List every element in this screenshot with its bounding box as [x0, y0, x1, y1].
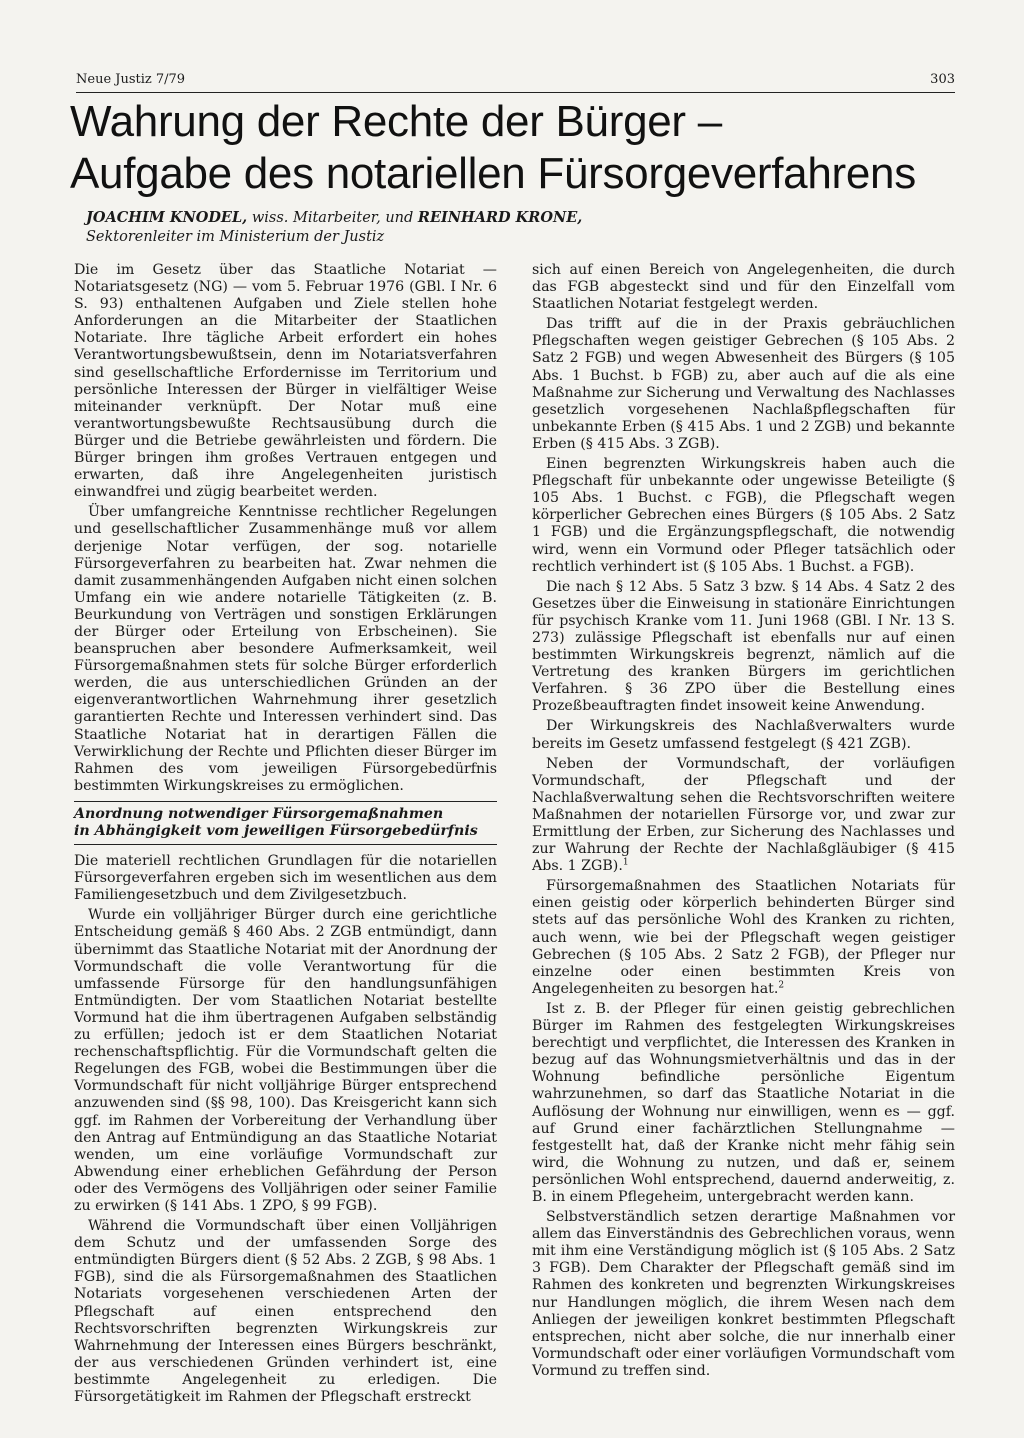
right-column [532, 262, 955, 1383]
footnote-marker[interactable]: 2 [778, 980, 785, 991]
paragraph: Der Wirkungskreis des Nachlaßverwalters wurde bereits im Gesetz umfassend festgelegt (§ 421 ZGB). [532, 718, 955, 752]
footnote-marker[interactable]: 1 [622, 857, 629, 868]
author-2: REINHARD KRONE, [417, 209, 583, 226]
left-column [74, 262, 497, 1409]
article-title [70, 96, 960, 200]
subheading-line-2: in Abhängigkeit vom jeweiligen Fürsorgebedürfnis [74, 823, 478, 839]
paragraph: Die materiell rechtlichen Grundlagen für die notariellen Fürsorgeverfahren ergeben sich im wesentlichen aus dem Familiengesetzbuch und dem Zivilgesetzbuch. [74, 853, 497, 904]
subheading-line-1: Anordnung notwendiger Fürsorgemaßnahmen [74, 805, 444, 822]
paragraph: Die nach § 12 Abs. 5 Satz 3 bzw. § 14 Abs. 4 Satz 2 des Gesetzes über die Einweisung in stationäre Einrichtungen für psychisch Kranke vom 11. Juni 1968 (GBl. I Nr. 13 S. 273) zulässige Pflegschaft ist ebenfalls nur auf einen bestimmten Wirkungskreis begrenzt, nämlich auf die Vertretung des kranken Bürgers im gerichtlichen Verfahren. § 36 ZPO über die Bestellung eines Prozeßbeauftragten findet insoweit keine Anwendung. [532, 578, 955, 715]
authors-line-1 [86, 208, 886, 228]
authors-line-2: Sektorenleiter im Ministerium der Justiz [86, 229, 385, 245]
paragraph: sich auf einen Bereich von Angelegenheiten, die durch das FGB abgesteckt sind und für den Einzelfall vom Staatlichen Notariat festgelegt werden. [532, 262, 955, 313]
paragraph-with-footnote [532, 878, 955, 998]
author-1: JOACHIM KNODEL, [86, 209, 248, 226]
paragraph: Über umfangreiche Kenntnisse rechtlicher Regelungen und gesellschaftlicher Zusammenhänge muß vor allem derjenige Notar verfügen, der sog. notarielle Fürsorgeverfahren zu bearbeiten hat. Zwar nehmen die damit zusammenhängenden Aufgaben nicht einen solchen Umfang ein wie andere notarielle Tätigkeiten (z. B. Beurkundung von Verträgen und sonstigen Erklärungen der Bürger oder Erteilung von Erbscheinen). Sie beanspruchen aber besondere Aufmerksamkeit, weil Fürsorgemaßnahmen stets für solche Bürger erforderlich werden, die aus unterschiedlichen Gründen an der eigenverantwortlichen Wahrnehmung ihrer gesetzlich garantierten Rechte und Interessen verhindert sind. Das Staatliche Notariat hat in derartigen Fällen die Verwirklichung der Rechte und Pflichten dieser Bürger im Rahmen des vom jeweiligen Fürsorgebedürfnis bestimmten Wirkungskreises zu ermöglichen. [74, 504, 497, 794]
title-line-2: Aufgabe des notariellen Fürsorgeverfahrens [70, 149, 916, 198]
journal-issue: Neue Justiz 7/79 [76, 72, 186, 87]
paragraph-with-footnote [532, 756, 955, 876]
title-line-1: Wahrung der Rechte der Bürger – [70, 97, 722, 146]
paragraph: Ist z. B. der Pfleger für einen geistig gebrechlichen Bürger im Rahmen des festgelegten Wirkungskreises berechtigt und verpflichtet, die Interessen des Kranken in bezug auf das Wohnungsmietverhältnis und das in der Wohnung befindliche persönliche Eigentum wahrzunehmen, so darf das Staatliche Notariat in die Auflösung der Wohnung nur einwilligen, wenn es — ggf. auf Grund einer fachärztlichen Stellungnahme — festgestellt hat, daß der Kranke nicht mehr fähig sein wird, die Wohnung zu nutzen, und daß er, seinem persönlichen Wohl entsprechend, dauernd anderweitig, z. B. in einem Pflegeheim, untergebracht werden kann. [532, 1000, 955, 1205]
paragraph: Während die Vormundschaft über einen Volljährigen dem Schutz und der umfassenden Sorge des entmündigten Bürgers dient (§ 52 Abs. 2 ZGB, § 98 Abs. 1 FGB), sind die als Fürsorgemaßnahmen des Staatlichen Notariats vorgesehenen verschiedenen Arten der Pflegschaft auf einen entsprechend den Rechtsvorschriften begrenzten Wirkungskreis zur Wahrnehmung der Interessen eines Bürgers beschränkt, der aus verschiedenen Gründen verhindert ist, eine bestimmte Angelegenheit zu erledigen. Die Fürsorgetätigkeit im Rahmen der Pflegschaft erstreckt [74, 1218, 497, 1405]
article-authors [86, 208, 886, 247]
paragraph: Wurde ein volljähriger Bürger durch eine gerichtliche Entscheidung gemäß § 460 Abs. 2 ZGB entmündigt, dann übernimmt das Staatliche Notariat mit der Anordnung der Vormundschaft die volle Verantwortung für die umfassende Fürsorge für den handlungsunfähigen Entmündigten. Der vom Staatlichen Notariat bestellte Vormund hat die ihm übertragenen Aufgaben selbständig zu erfüllen; jedoch ist er dem Staatlichen Notariat rechenschaftspflichtig. Für die Vormundschaft gelten die Regelungen des FGB, wobei die Bestimmungen über die Vormundschaft für nicht volljährige Bürger entsprechend anzuwenden sind (§§ 98, 100). Das Kreisgericht kann sich ggf. im Rahmen der Vorbereitung der Verhandlung über den Antrag auf Entmündigung an das Staatliche Notariat wenden, um eine vorläufige Vormundschaft zur Abwendung einer erheblichen Gefährdung der Person oder des Vermögens des Volljährigen oder seiner Familie zu erwirken (§ 141 Abs. 1 ZPO, § 99 FGB). [74, 907, 497, 1214]
section-subheading [74, 801, 497, 845]
page-number: 303 [930, 72, 955, 87]
author-1-role: wiss. Mitarbeiter, und [247, 210, 418, 226]
paragraph-text: Fürsorgemaßnahmen des Staatlichen Notariats für einen geistig oder körperlich behinderten Bürger sind stets auf das persönliche Wohl des Kranken zu richten, auch wenn, wie bei der Pflegschaft wegen geistiger Gebrechen (§ 105 Abs. 2 Satz 2 FGB), der Pfleger nur einzelne oder einen bestimmten Kreis von Angelegenheiten zu besorgen hat. [532, 878, 955, 997]
paragraph: Die im Gesetz über das Staatliche Notariat — Notariatsgesetz (NG) — vom 5. Februar 1976 (GBl. I Nr. 6 S. 93) enthaltenen Aufgaben und Ziele stellen hohe Anforderungen an die Mitarbeiter der Staatlichen Notariate. Ihre tägliche Arbeit erfordert ein hohes Verantwortungsbewußtsein, denn im Notariatsverfahren sind gesellschaftliche Erfordernisse im Territorium und persönliche Interessen der Bürger in vielfältiger Weise miteinander verknüpft. Der Notar muß eine verantwortungsbewußte Rechtsausübung durch die Bürger und die Betriebe gewährleisten und fördern. Die Bürger bringen ihm großes Vertrauen entgegen und erwarten, daß ihre Angelegenheiten juristisch einwandfrei und zügig bearbeitet werden. [74, 262, 497, 501]
paragraph: Selbstverständlich setzen derartige Maßnahmen vor allem das Einverständnis des Gebrechlichen voraus, wenn mit ihm eine Verständigung möglich ist (§ 105 Abs. 2 Satz 3 FGB). Dem Charakter der Pflegschaft gemäß sind im Rahmen des konkreten und begrenzten Wirkungskreises nur Handlungen möglich, die ihrem Wesen nach dem Anliegen der jeweiligen konkret bestimmten Pflegschaft entsprechen, nicht aber solche, die nur innerhalb einer Vormundschaft oder einer vorläufigen Vormundschaft vom Vormund zu treffen sind. [532, 1209, 955, 1379]
header-rule [76, 92, 955, 93]
paragraph-text: Neben der Vormundschaft, der vorläufigen Vormundschaft, der Pflegschaft und der Nachlaßverwaltung sehen die Rechtsvorschriften weitere Maßnahmen der notariellen Fürsorge vor, und zwar zur Ermittlung der Erben, zur Sicherung des Nachlasses und zur Wahrung der Rechte der Nachlaßgläubiger (§ 415 Abs. 1 ZGB). [532, 755, 955, 875]
paragraph: Das trifft auf die in der Praxis gebräuchlichen Pflegschaften wegen geistiger Gebrechen (§ 105 Abs. 2 Satz 2 FGB) und wegen Abwesenheit des Bürgers (§ 105 Abs. 1 Buchst. b FGB) zu, aber auch auf die als eine Maßnahme zur Sicherung und Verwaltung des Nachlasses gesetzlich vorgesehenen Nachlaßpflegschaften für unbekannte Erben (§ 415 Abs. 1 und 2 ZGB) und bekannte Erben (§ 415 Abs. 3 ZGB). [532, 316, 955, 452]
paragraph: Einen begrenzten Wirkungskreis haben auch die Pflegschaft für unbekannte oder ungewisse Beteiligte (§ 105 Abs. 1 Buchst. c FGB), die Pflegschaft wegen körperlicher Gebrechen eines Bürgers (§ 105 Abs. 2 Satz 1 FGB) und die Ergänzungspflegschaft, die notwendig wird, wenn ein Vormund oder Pfleger tatsächlich oder rechtlich verhindert ist (§ 105 Abs. 1 Buchst. a FGB). [532, 456, 955, 575]
